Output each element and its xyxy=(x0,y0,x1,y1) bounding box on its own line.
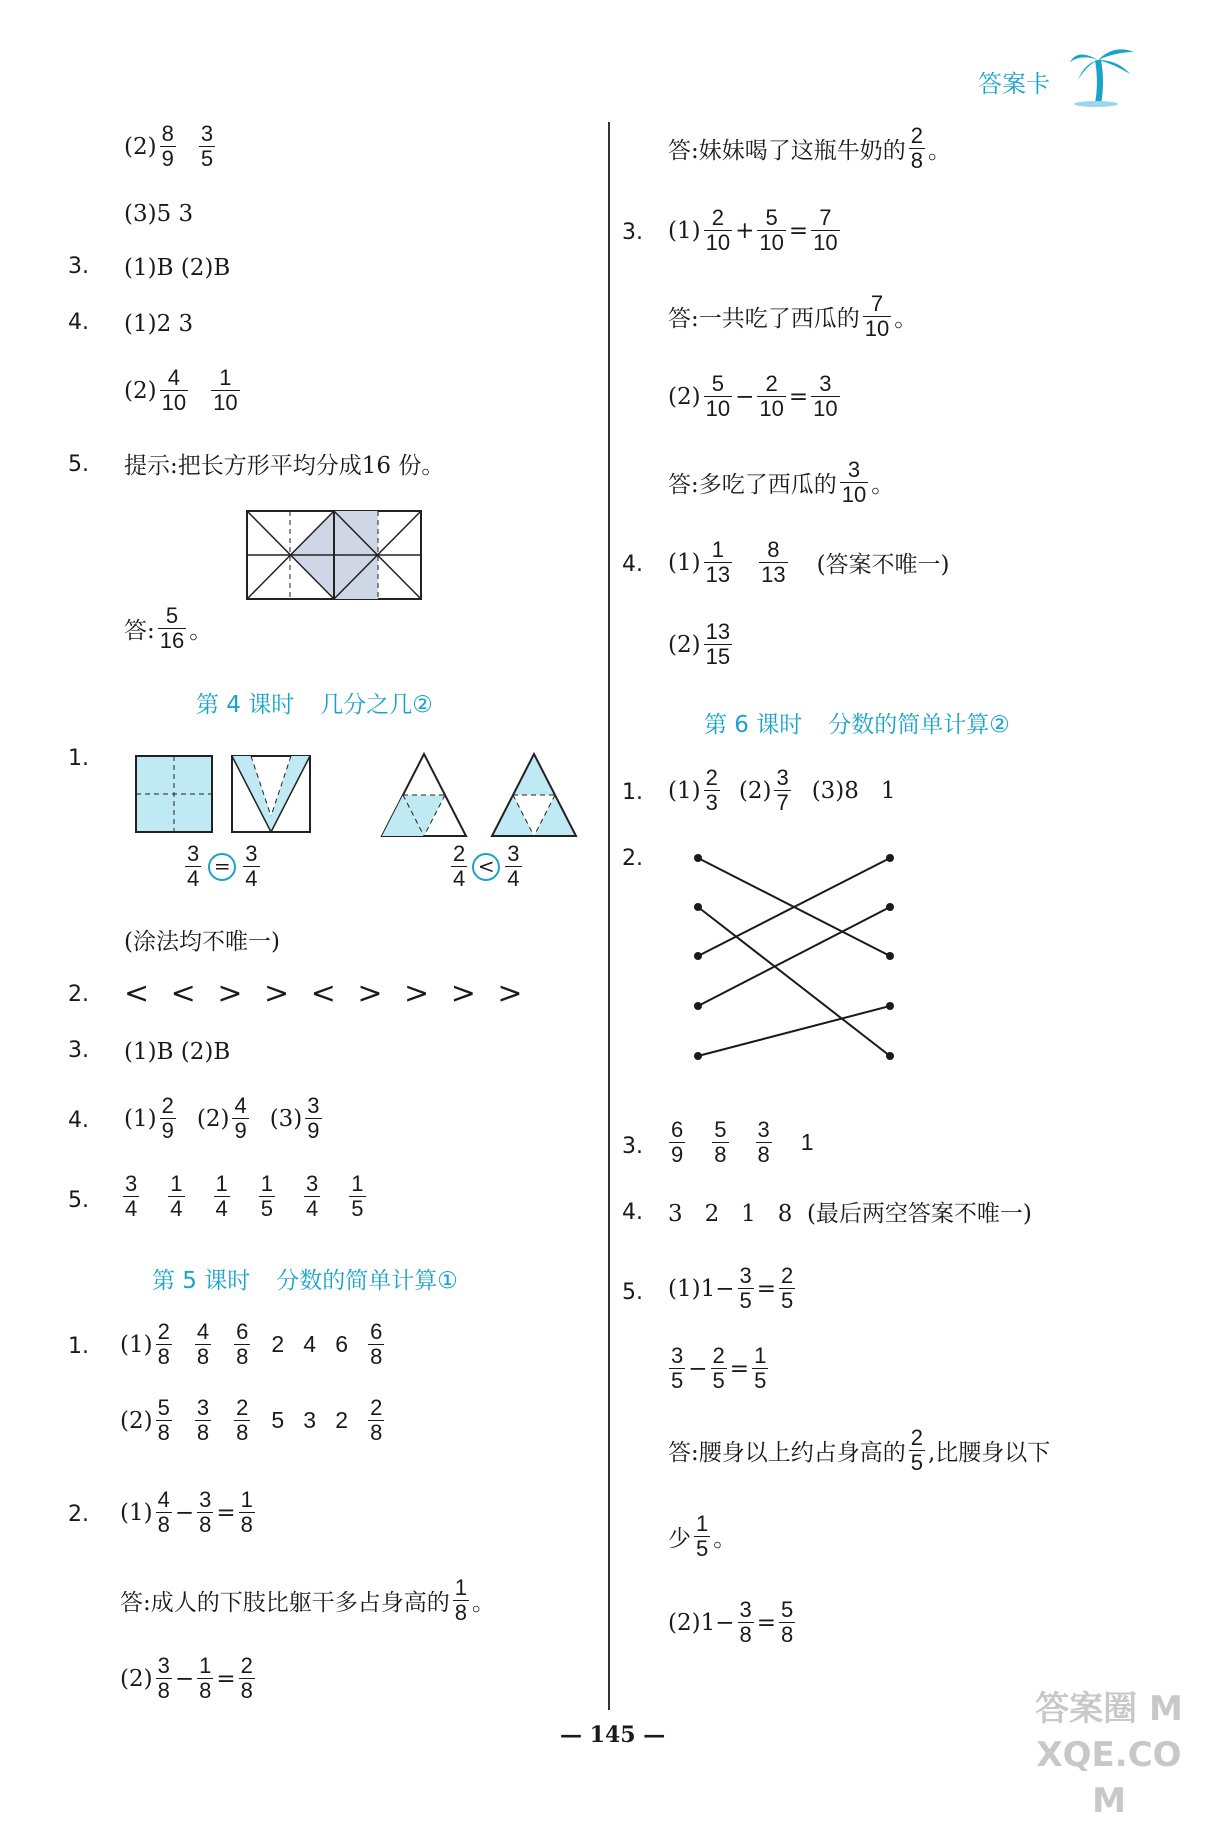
fraction: $\frac{2}{5}$ xyxy=(712,1343,725,1393)
q-number: 1. xyxy=(622,780,643,805)
r-s6-q1: (1) $\frac{2}{3}$ (2) $\frac{3}{7}$ (3)8 1 xyxy=(668,765,896,815)
header-title: 答案卡 xyxy=(978,71,1050,98)
compare-1 xyxy=(182,842,263,891)
r-q3b: (2) $\frac{5}{10}$ − $\frac{2}{10}$ = $\frac{3}{10}$ xyxy=(668,371,838,421)
s4-note: (涂法均不唯一) xyxy=(124,929,280,955)
fraction: $\frac{5}{10}$ xyxy=(759,205,784,255)
column-divider xyxy=(608,122,610,1710)
fraction: $\frac{3}{8}$ xyxy=(196,1395,210,1445)
fraction: $\frac{1}{13}$ xyxy=(705,537,731,587)
r-s6-q5-answer-cont: 少 $\frac{1}{5}$ 。 xyxy=(668,1511,737,1561)
r-q4b: (2) $\frac{13}{15}$ xyxy=(668,619,731,669)
r-q4a: (1) $\frac{1}{13}$ $\frac{8}{13}$ (答案不唯一) xyxy=(668,537,950,587)
fraction: $\frac{1}{5}$ xyxy=(754,1343,767,1393)
fraction: $\frac{5}{16}$ xyxy=(159,603,185,653)
q-number: 4. xyxy=(68,1108,89,1133)
q-number: 2. xyxy=(68,982,89,1007)
watermark-logo: 答案圈 MXQE.COM xyxy=(1035,1689,1183,1821)
r-s6-q5a: (1)1 − $\frac{3}{5}$ = $\frac{2}{5}$ xyxy=(668,1263,794,1313)
fraction: $\frac{3}{7}$ xyxy=(776,765,789,815)
fraction: $\frac{2}{8}$ xyxy=(370,1395,383,1445)
fraction: $\frac{6}{8}$ xyxy=(236,1319,249,1369)
circled-operator: < xyxy=(472,853,500,881)
rectangle-16-parts-figure xyxy=(246,510,422,600)
fraction: $\frac{3}{4}$ xyxy=(306,1171,319,1221)
r-s6-q5b: $\frac{3}{5}$ − $\frac{2}{5}$ = $\frac{1}{5}$ xyxy=(671,1343,767,1393)
fraction: $\frac{5}{8}$ xyxy=(781,1597,794,1647)
l-q3: (1)B (2)B xyxy=(124,255,231,281)
fraction: $\frac{4}{8}$ xyxy=(157,1487,170,1537)
page-number: — 145 — xyxy=(560,1722,666,1748)
r-s6-q4: 3 2 1 8 (最后两空答案不唯一) xyxy=(668,1201,1032,1227)
fraction: $\frac{2}{4}$ xyxy=(453,841,466,891)
fraction: $\frac{3}{8}$ xyxy=(157,1653,170,1703)
r-q3a: (1) $\frac{2}{10}$ + $\frac{5}{10}$ = $\frac{7}{10}$ xyxy=(668,205,838,255)
s5-q1b: (2) $\frac{5}{8}$ $\frac{3}{8}$ $\frac{2}{8}$ 5 3 2 $\frac{2}{8}$ xyxy=(120,1395,383,1445)
s5-q2a: (1) $\frac{4}{8}$ − $\frac{3}{8}$ = $\frac{1}{8}$ xyxy=(120,1487,253,1537)
section-title-4: 第 4 课时 几分之几② xyxy=(196,692,433,718)
fraction: $\frac{13}{15}$ xyxy=(705,619,731,669)
q-number: 3. xyxy=(622,1134,643,1159)
q-number: 4. xyxy=(622,552,643,577)
fraction: $\frac{3}{8}$ xyxy=(739,1597,752,1647)
fraction: $\frac{6}{8}$ xyxy=(370,1319,383,1369)
fraction: $\frac{5}{10}$ xyxy=(705,371,731,421)
fraction: $\frac{5}{8}$ xyxy=(714,1117,727,1167)
fraction: $\frac{8}{9}$ xyxy=(161,121,174,171)
fraction: $\frac{1}{8}$ xyxy=(199,1653,212,1703)
fraction: $\frac{6}{9}$ xyxy=(671,1117,684,1167)
q-number: 3. xyxy=(622,220,643,245)
fraction: $\frac{3}{10}$ xyxy=(841,457,867,507)
fraction: $\frac{7}{10}$ xyxy=(813,205,838,255)
q-number: 5. xyxy=(622,1280,643,1305)
q-number: 2. xyxy=(68,1502,89,1527)
q-number: 2. xyxy=(622,846,643,871)
q-number: 5. xyxy=(68,1188,89,1213)
q-number: 3. xyxy=(68,1038,89,1063)
q-number: 1. xyxy=(68,1334,89,1359)
compare-2 xyxy=(448,842,525,891)
q-number: 1. xyxy=(68,746,89,771)
fraction: $\frac{3}{9}$ xyxy=(307,1093,320,1143)
s5-q1a: (1) $\frac{2}{8}$ $\frac{4}{8}$ $\frac{6}{8}$ 2 4 6 $\frac{6}{8}$ xyxy=(120,1319,383,1369)
fraction: $\frac{3}{8}$ xyxy=(757,1117,770,1167)
q-number: 5. xyxy=(68,452,89,477)
fraction: $\frac{2}{9}$ xyxy=(161,1093,174,1143)
s4-q5 xyxy=(120,1172,369,1221)
fraction: $\frac{3}{8}$ xyxy=(199,1487,212,1537)
fraction: $\frac{3}{10}$ xyxy=(813,371,838,421)
fraction: $\frac{4}{10}$ xyxy=(161,365,187,415)
fraction: $\frac{2}{10}$ xyxy=(759,371,784,421)
circled-operator: = xyxy=(208,853,236,881)
fraction: $\frac{5}{8}$ xyxy=(157,1395,170,1445)
fraction: $\frac{2}{3}$ xyxy=(705,765,718,815)
fraction: $\frac{2}{10}$ xyxy=(705,205,731,255)
fraction: $\frac{1}{4}$ xyxy=(170,1171,183,1221)
fraction: $\frac{7}{10}$ xyxy=(864,291,890,341)
l-q4b: (2) $\frac{4}{10}$ $\frac{1}{10}$ xyxy=(124,365,238,415)
q-number: 4. xyxy=(68,310,89,335)
s4-q2: < < > > < > > > > xyxy=(124,976,529,1011)
fraction: $\frac{2}{5}$ xyxy=(910,1425,923,1475)
q-number: 4. xyxy=(622,1200,643,1225)
q-number: 3. xyxy=(68,254,89,279)
matching-lines-figure xyxy=(690,850,900,1082)
fraction: $\frac{1}{4}$ xyxy=(215,1171,228,1221)
fraction: $\frac{3}{4}$ xyxy=(245,841,258,891)
label: (2) xyxy=(124,133,157,160)
fraction: $\frac{4}{9}$ xyxy=(234,1093,247,1143)
fraction: $\frac{1}{5}$ xyxy=(696,1511,709,1561)
l-q4: (1)2 3 xyxy=(124,311,194,337)
r-s6-q3: $\frac{6}{9}$ $\frac{5}{8}$ $\frac{3}{8}$ 1 xyxy=(671,1117,814,1167)
fraction: $\frac{2}{8}$ xyxy=(910,123,923,173)
shaded-squares-figure xyxy=(134,754,314,836)
r-s6-q5-answer: 答:腰身以上约占身高的 $\frac{2}{5}$ ,比腰身以下 xyxy=(668,1425,1051,1475)
fraction: $\frac{1}{8}$ xyxy=(454,1575,467,1625)
fraction: $\frac{3}{4}$ xyxy=(187,841,200,891)
s4-q3: (1)B (2)B xyxy=(124,1039,231,1065)
s5-q2-answer: 答:成人的下肢比躯干多占身高的 $\frac{1}{8}$ 。 xyxy=(120,1575,495,1625)
fraction: $\frac{3}{4}$ xyxy=(125,1171,138,1221)
r-answer-1: 答:妹妹喝了这瓶牛奶的 $\frac{2}{8}$ 。 xyxy=(668,123,951,173)
fraction: $\frac{3}{5}$ xyxy=(739,1263,752,1313)
r-s6-q5e: (2)1 − $\frac{3}{8}$ = $\frac{5}{8}$ xyxy=(668,1597,794,1647)
l1 xyxy=(124,122,218,171)
l2: (3)5 3 xyxy=(124,201,194,227)
fraction: $\frac{8}{13}$ xyxy=(761,537,786,587)
fraction: $\frac{1}{8}$ xyxy=(240,1487,253,1537)
section-title-6: 第 6 课时 分数的简单计算② xyxy=(704,712,1010,738)
section-title-5: 第 5 课时 分数的简单计算① xyxy=(152,1268,458,1294)
s4-q4: (1) $\frac{2}{9}$ (2) $\frac{4}{9}$ (3) $\frac{3}{9}$ xyxy=(124,1093,320,1143)
r-q3-answer-2: 答:多吃了西瓜的 $\frac{3}{10}$ 。 xyxy=(668,457,895,507)
shaded-triangles-figure xyxy=(380,752,592,838)
fraction: $\frac{3}{5}$ xyxy=(671,1343,684,1393)
fraction: $\frac{3}{4}$ xyxy=(507,841,520,891)
fraction: $\frac{2}{8}$ xyxy=(236,1395,249,1445)
palm-tree-icon xyxy=(1068,42,1138,108)
fraction: $\frac{3}{5}$ xyxy=(200,121,214,171)
fraction: $\frac{4}{8}$ xyxy=(196,1319,210,1369)
fraction: $\frac{1}{5}$ xyxy=(351,1171,364,1221)
fraction: $\frac{1}{5}$ xyxy=(260,1171,273,1221)
fraction: $\frac{2}{8}$ xyxy=(240,1653,253,1703)
fraction: $\frac{1}{10}$ xyxy=(213,365,238,415)
l-q5-answer: 答: $\frac{5}{16}$ 。 xyxy=(124,603,213,653)
fraction: $\frac{2}{8}$ xyxy=(157,1319,170,1369)
l-q5: 提示:把长方形平均分成16 份。 xyxy=(124,453,445,479)
fraction: $\frac{2}{5}$ xyxy=(781,1263,794,1313)
s5-q2b: (2) $\frac{3}{8}$ − $\frac{1}{8}$ = $\frac{2}{8}$ xyxy=(120,1653,253,1703)
r-q3-answer-1: 答:一共吃了西瓜的 $\frac{7}{10}$ 。 xyxy=(668,291,918,341)
